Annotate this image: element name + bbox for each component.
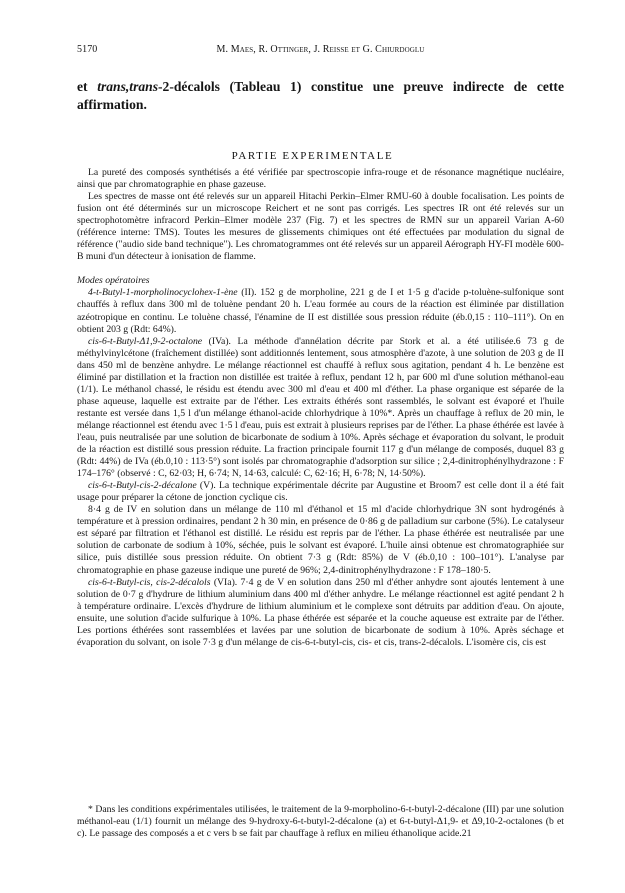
procedure-text-1: (II). 152 g de morpholine, 221 g de I et 1·5 g d'acide p-toluène-sulfonique sont chauffés à reflux dans 300 ml de toluène pendant 20 h. L'eau formée au cours de la réaction est éliminée par distillation azéotropique en continu. Le toluène chassé, l'énamine de II est distillée sous pression réduite (éb.0,15 : 110–111°). On en obtient 203 g (Rdt: 64%).	[77, 287, 564, 335]
authors-text: M. Maes, R. Ottinger, J. Reisse et G. Chiurdoglu	[216, 44, 425, 55]
running-authors	[77, 44, 564, 55]
compound-name-3: cis-6-t-Butyl-cis-2-décalone	[88, 480, 197, 492]
section-title: PARTIE EXPERIMENTALE	[231, 150, 394, 162]
procedure-paragraph-1	[77, 287, 564, 335]
lead-paragraph	[77, 78, 564, 113]
procedure-paragraph-2	[77, 336, 564, 481]
procedure-text-3: (V). La technique expérimentale décrite par Augustine et Broom7 est celle dont il a été fait usage pour préparer la cétone de jonction cyclique cis.	[77, 480, 564, 504]
modes-heading: Modes opératoires	[77, 275, 150, 287]
body-text	[77, 167, 564, 649]
intro-paragraph-2: Les spectres de masse ont été relevés sur un appareil Hitachi Perkin–Elmer RMU-60 à double focalisation. Les points de fusion ont été déterminés sur un microscope Reichert et ne sont pas corrigés. Les spectres IR ont été relevés sur un spectrophotomètre infracord Perkin–Elmer modèle 237 (Fig. 7) et les spectres de RMN sur un appareil Varian A-60 (référence interne: TMS). Toutes les mesures de glissements chimiques ont été effectuées par modulation du signal de référence ("audio side band technique"). Les chromatogrammes ont été relevés sur un appareil Aérograph HY-FI modèle 600-B muni d'un détecteur à ionisation de flamme.	[77, 191, 564, 263]
compound-name-1: 4-t-Butyl-1-morpholinocyclohex-1-ène	[88, 287, 238, 299]
lead-rest: -2-décalols (Tableau 1) constitue une preuve indirecte de cette affirmation.	[77, 79, 564, 112]
procedure-paragraph-5	[77, 577, 564, 649]
intro-paragraph-1: La pureté des composés synthétisés a été vérifiée par spectroscopie infra-rouge et de résonance magnétique nucléaire, ainsi que par chromatographie en phase gazeuse.	[77, 167, 564, 191]
compound-name-5: cis-6-t-Butyl-cis, cis-2-décalols	[88, 576, 211, 588]
lead-italic: trans,trans	[97, 79, 159, 94]
page-number: 5170	[77, 44, 98, 55]
compound-name-2: cis-6-t-Butyl-Δ1,9-2-octalone	[88, 335, 203, 347]
procedure-paragraph-3	[77, 480, 564, 504]
procedure-text-2: (IVa). La méthode d'annélation décrite par Stork et al. a été utilisée.6 73 g de méthylvinylcétone (fraîchement distillée) sont additionnés lentement, sous atmosphère d'azote, à une solution de 203 g de II dans 450 ml de benzène anhydre. Le mélange réactionnel est chauffé à reflux sous agitation, pendant 4 h. Le benzène est éliminé par distillation et la fraction non distillée est traitée à reflux, pendant 12 h, par 600 ml d'une solution méthanol-eau (1/1). Le méthanol chassé, le résidu est étendu avec 300 ml d'eau et 400 ml d'éther. La phase organique est séparée de la phase aqueuse, laquelle est extraite par de l'éther. Les extraits éthérés sont rassemblés, le solvant est évaporé et l'huile restante est versée dans 1,5 l d'un mélange éthanol-acide chlorhydrique à 10%*. Après un chauffage à reflux de 20 min, le mélange réactionnel est étendu avec 1·5 l d'eau, puis est extrait à plusieurs reprises par de l'éther. La phase éthérée est lavée à l'eau, puis neutralisée par une solution de bicarbonate de sodium à 10%. Après séchage et évaporation du solvant, le produit de la réaction est distillé sous pression réduite. La fraction principale fournit 117 g d'un mélange de composés, duquel 83 g (Rdt: 44%) de IVa (éb.0,10 : 113·5°) sont isolés par chromatographie d'adsorption sur silice ; 2,4-dinitrophénylhydrazone : F 174–176° (observé : C, 62·03; H, 6·74; N, 14·63, calculé: C, 62·16; H, 6·78; N, 14·50%).	[77, 335, 564, 480]
procedure-paragraph-4: 8·4 g de IV en solution dans un mélange de 110 ml d'éthanol et 15 ml d'acide chlorhydrique 3N sont hydrogénés à température et à pression ordinaires, pendant 2 h 30 min, en présence de 0·86 g de palladium sur carbone (5%). Le catalyseur est séparé par filtration et l'éthanol est distillé. Le résidu est repris par de l'éther. La phase éthérée est neutralisée par une solution de carbonate de sodium à 10%, séchée, puis le solvant est évaporé. L'huile ainsi obtenue est chromatographiée sur silice, puis distillée sous pression réduite. On obtient 7·3 g (Rdt: 85%) de V (éb.0,10 : 100–101°). L'analyse par chromatographie en phase gazeuse indique une pureté de 96%; 2,4-dinitrophénylhydrazone : F 178–180·5.	[77, 504, 564, 576]
footnote: * Dans les conditions expérimentales utilisées, le traitement de la 9-morpholino-6-t-butyl-2-décalone (III) par une solution méthanol-eau (1/1) fournit un mélange des 9-hydroxy-6-t-butyl-2-décalone (a) et 6-t-butyl-Δ1,9- et Δ9,10-2-octalones (b et c). Le passage des composés a et c vers b se fait par chauffage à reflux en milieu éthanolique acide.21	[77, 804, 564, 840]
procedure-text-5: (VIa). 7·4 g de V en solution dans 250 ml d'éther anhydre sont ajoutés lentement à une solution de 0·7 g d'hydrure de lithium aluminium dans 400 ml d'éther anhydre. Le mélange réactionnel est agité pendant 2 h à température ordinaire. L'excès d'hydrure de lithium aluminium et le complexe sont détruits par addition d'eau. On ajoute, ensuite, une solution d'acide sulfurique à 10%. La phase éthérée est séparée et la couche aqueuse est extraite par de l'éther. Les portions éthérées sont rassemblées et lavées par une solution de bicarbonate de sodium à 10%. Après séchage et évaporation du solvant, on isole 7·3 g d'un mélange de cis-6-t-butyl-cis, cis- et cis, trans-2-décalols. L'isomère cis, cis est	[77, 576, 565, 648]
lead-prefix: et	[77, 79, 98, 94]
running-header	[77, 44, 564, 58]
